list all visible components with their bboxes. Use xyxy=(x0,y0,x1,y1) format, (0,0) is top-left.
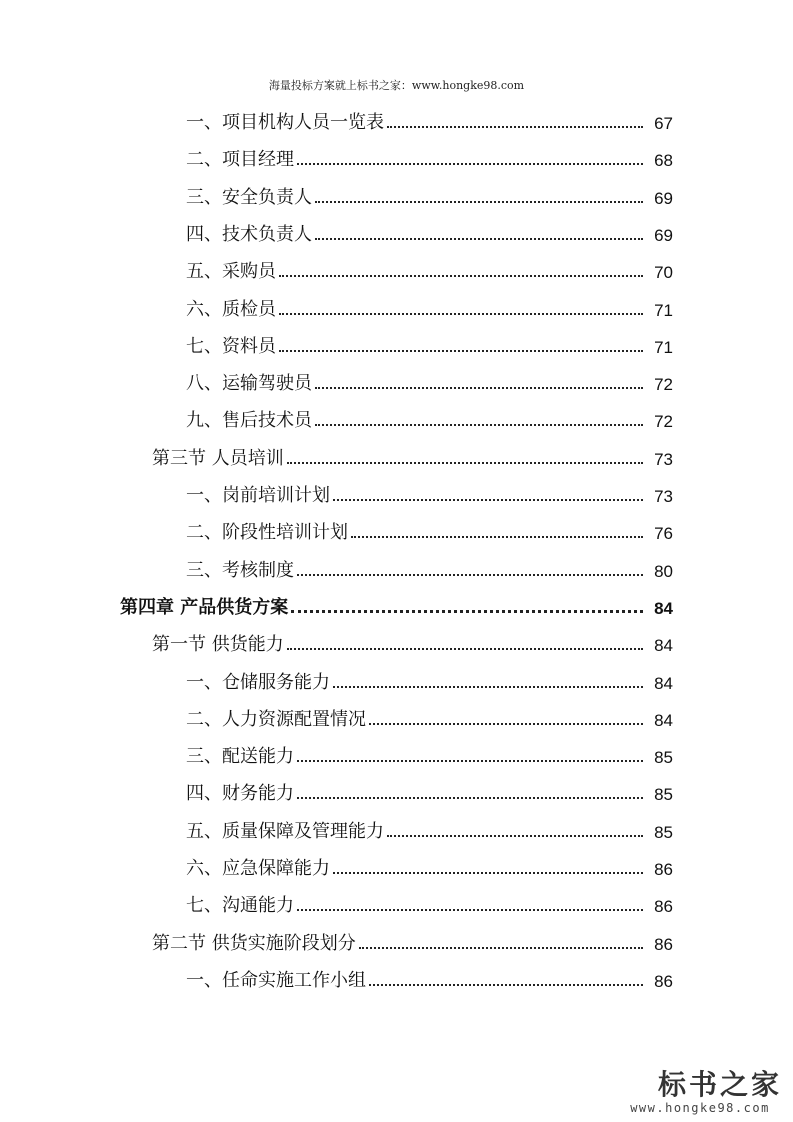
toc-entry-row[interactable] xyxy=(186,549,673,586)
toc-entry-row[interactable] xyxy=(186,698,673,735)
toc-entry-row[interactable] xyxy=(186,884,673,921)
toc-page-number: 69 xyxy=(654,188,673,208)
toc-entry-row[interactable] xyxy=(186,959,673,996)
toc-entry-row[interactable] xyxy=(186,847,673,884)
toc-page-number: 86 xyxy=(654,971,673,991)
toc-entry-title: 三、配送能力 xyxy=(186,746,294,768)
watermark-logo xyxy=(614,1063,784,1118)
toc-chapter-row[interactable] xyxy=(120,586,673,623)
toc-entry-row[interactable] xyxy=(186,325,673,362)
toc-entry-title: 四、财务能力 xyxy=(186,783,294,805)
toc-page-number: 68 xyxy=(654,151,673,171)
toc-entry-row[interactable] xyxy=(186,362,673,399)
watermark-url: www.hongke98.com xyxy=(630,1101,770,1115)
toc-entry-title: 七、沟通能力 xyxy=(186,895,294,917)
toc-page-number: 73 xyxy=(654,487,673,506)
toc-dot-leader xyxy=(279,313,643,315)
toc-entry-row[interactable] xyxy=(186,101,673,138)
toc-entry-title: 二、项目经理 xyxy=(186,149,294,171)
toc-page-number: 73 xyxy=(654,449,673,469)
toc-dot-leader xyxy=(315,238,643,240)
toc-dot-leader xyxy=(333,872,643,874)
toc-entry-title: 六、质检员 xyxy=(186,298,276,320)
toc-page-number: 84 xyxy=(654,710,673,730)
toc-page-number: 86 xyxy=(654,860,673,879)
toc-entry-row[interactable] xyxy=(186,288,673,325)
toc-entry-row[interactable] xyxy=(186,511,673,548)
toc-dot-leader xyxy=(315,424,643,426)
toc-entry-title: 一、任命实施工作小组 xyxy=(186,969,366,991)
toc-entry-title: 第一节 供货能力 xyxy=(152,634,284,656)
toc-page-number: 71 xyxy=(654,300,673,320)
toc-entry-title: 七、资料员 xyxy=(186,335,276,357)
page-header: 海量投标方案就上标书之家：www.hongke98.com xyxy=(268,79,525,92)
toc-entry-row[interactable] xyxy=(186,176,673,213)
toc-entry-row[interactable] xyxy=(186,474,673,511)
toc-entry-title: 五、采购员 xyxy=(186,261,276,283)
toc-entry-title: 五、质量保障及管理能力 xyxy=(186,820,384,842)
toc-dot-leader xyxy=(297,909,643,911)
toc-entry-title: 九、售后技术员 xyxy=(186,410,312,432)
toc-dot-leader xyxy=(351,536,643,538)
watermark-title: 标书之家 xyxy=(658,1068,783,1101)
toc-entry-row[interactable] xyxy=(186,810,673,847)
toc-dot-leader xyxy=(297,163,643,165)
toc-dot-leader xyxy=(369,984,643,986)
toc-page-number: 80 xyxy=(654,561,673,581)
toc-entry-row[interactable] xyxy=(186,250,673,287)
toc-entry-row[interactable] xyxy=(186,399,673,436)
toc-entry-title: 一、仓储服务能力 xyxy=(186,671,330,693)
toc-page-number: 72 xyxy=(654,412,673,432)
toc-dot-leader xyxy=(287,648,643,650)
toc-entry-title: 第三节 人员培训 xyxy=(152,447,284,469)
toc-section-row[interactable] xyxy=(152,623,673,660)
toc-dot-leader xyxy=(333,499,643,501)
toc-entry-row[interactable] xyxy=(186,213,673,250)
toc-page-number: 70 xyxy=(654,263,673,283)
toc-entry-row[interactable] xyxy=(186,138,673,175)
toc-entry-title: 三、考核制度 xyxy=(186,559,294,581)
toc-page-number: 85 xyxy=(654,748,673,768)
toc-dot-leader xyxy=(297,574,643,576)
toc-entry-row[interactable] xyxy=(186,772,673,809)
toc-dot-leader xyxy=(291,610,643,613)
toc-dot-leader xyxy=(287,462,643,464)
toc-entry-title: 四、技术负责人 xyxy=(186,223,312,245)
toc-page-number: 76 xyxy=(654,524,673,544)
toc-entry-title: 六、应急保障能力 xyxy=(186,858,330,879)
toc-dot-leader xyxy=(333,686,643,688)
toc-page-number: 84 xyxy=(654,598,673,618)
toc-dot-leader xyxy=(315,201,643,203)
toc-page-number: 85 xyxy=(654,785,673,805)
toc-page-number: 69 xyxy=(654,225,673,245)
toc-entry-title: 一、岗前培训计划 xyxy=(186,485,330,506)
toc-entry-title: 八、运输驾驶员 xyxy=(186,373,312,395)
toc-section-row[interactable] xyxy=(152,437,673,474)
toc-page-number: 85 xyxy=(654,822,673,842)
toc-dot-leader xyxy=(297,760,643,762)
toc-entry-title: 三、安全负责人 xyxy=(186,186,312,208)
toc-dot-leader xyxy=(279,350,643,352)
toc-entry-title: 第二节 供货实施阶段划分 xyxy=(152,932,356,954)
toc-page-number: 86 xyxy=(654,897,673,917)
toc-page-number: 72 xyxy=(654,375,673,395)
toc-entry-title: 二、人力资源配置情况 xyxy=(186,708,366,730)
toc-dot-leader xyxy=(315,387,643,389)
toc-page-number: 67 xyxy=(654,114,673,133)
toc-dot-leader xyxy=(297,797,643,799)
toc-dot-leader xyxy=(387,126,643,128)
toc-entry-title: 二、阶段性培训计划 xyxy=(186,522,348,544)
toc-entry-title: 一、项目机构人员一览表 xyxy=(186,112,384,133)
toc-dot-leader xyxy=(359,947,643,949)
toc-page-number: 71 xyxy=(654,337,673,357)
toc-page-number: 84 xyxy=(654,673,673,693)
toc-dot-leader xyxy=(369,723,643,725)
toc-entry-title: 第四章 产品供货方案 xyxy=(120,596,289,618)
toc-page-number: 86 xyxy=(654,934,673,954)
toc-dot-leader xyxy=(387,835,643,837)
toc-section-row[interactable] xyxy=(152,922,673,959)
toc-entry-row[interactable] xyxy=(186,661,673,698)
toc-dot-leader xyxy=(279,275,643,277)
toc-entry-row[interactable] xyxy=(186,735,673,772)
toc-page-number: 84 xyxy=(654,636,673,656)
